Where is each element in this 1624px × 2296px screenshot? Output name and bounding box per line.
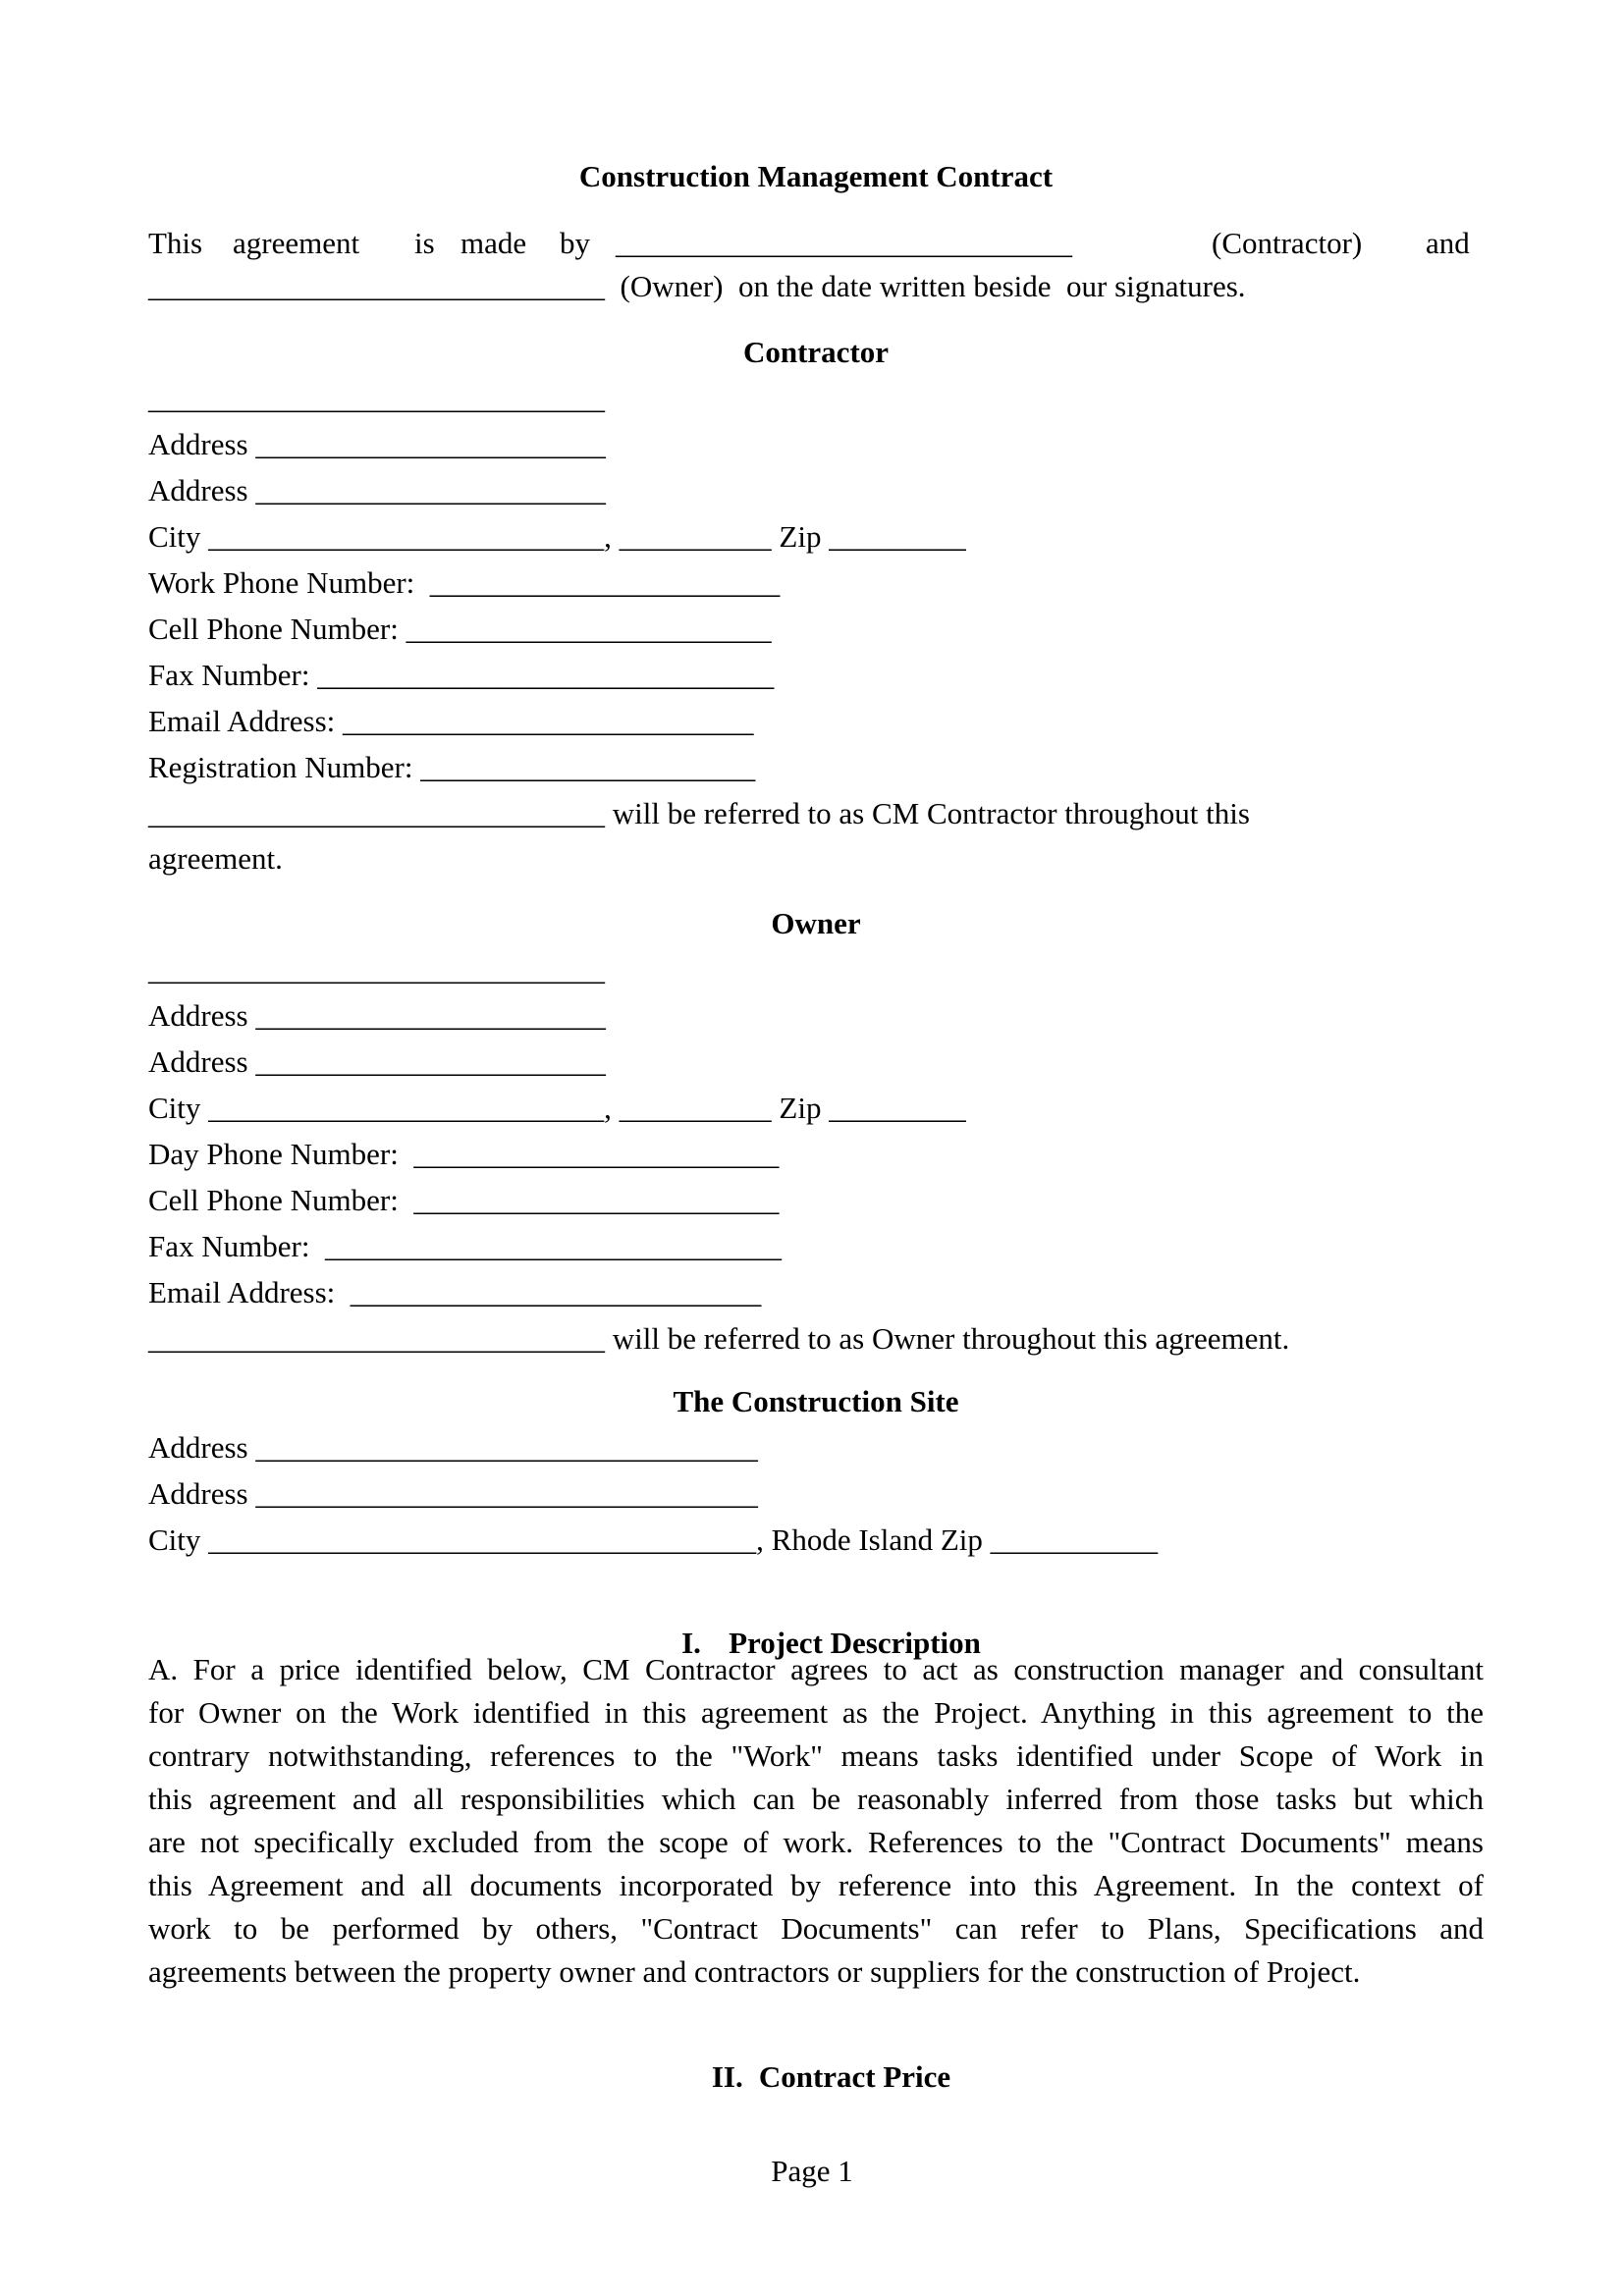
contractor-name-blank: ______________________________	[616, 226, 1072, 260]
owner-address-2: Address _______________________	[148, 1044, 606, 1079]
section-2-title: Contract Price	[758, 2059, 951, 2094]
section-1-number: I.	[681, 1626, 701, 1660]
contractor-cell-phone: Cell Phone Number: ________________________	[148, 612, 772, 646]
paragraph-line-5: are not specifically excluded from the scope of work. References to the "Contract Documents" means	[148, 1825, 1484, 1859]
owner-name-line: ______________________________	[148, 952, 605, 987]
intro-word-is: is	[414, 226, 435, 260]
contractor-email: Email Address: ___________________________	[148, 704, 754, 738]
contractor-referral-line: ______________________________ will be referred to as CM Contractor throughout this	[148, 796, 1250, 830]
contractor-referral-line-2: agreement.	[148, 841, 283, 876]
section-2-heading	[148, 2018, 1484, 2136]
intro-word-by: by	[560, 226, 590, 260]
intro-line-2: ______________________________ (Owner) on the date written beside our signatures.	[148, 269, 1246, 303]
intro-word-contractor: (Contractor)	[1212, 226, 1363, 260]
site-city-zip: City ____________________________________, Rhode Island Zip ___________	[148, 1522, 1159, 1557]
contractor-address-2: Address _______________________	[148, 473, 606, 507]
intro-word-this: This	[148, 226, 203, 260]
site-address-1: Address _________________________________	[148, 1430, 758, 1465]
owner-referral-line: ______________________________ will be referred to as Owner throughout this agreement.	[148, 1321, 1290, 1356]
page-number: Page 1	[771, 2154, 853, 2188]
paragraph-line-8: agreements between the property owner and contractors or suppliers for the construction of Project.	[148, 1954, 1361, 1989]
contractor-registration: Registration Number: ______________________	[148, 750, 756, 784]
site-address-2: Address _________________________________	[148, 1476, 758, 1511]
owner-address-1: Address _______________________	[148, 998, 606, 1033]
paragraph-line-4: this agreement and all responsibilities which can be reasonably inferred from those tasks but which	[148, 1782, 1484, 1816]
contractor-fax: Fax Number: ______________________________	[148, 658, 775, 692]
paragraph-line-2: for Owner on the Work identified in this agreement as the Project. Anything in this agreement to the	[148, 1695, 1484, 1730]
contractor-city-zip: City __________________________, __________ Zip _________	[148, 519, 966, 554]
contractor-address-1: Address _______________________	[148, 427, 606, 461]
paragraph-line-3: contrary notwithstanding, references to the "Work" means tasks identified under Scope of Work in	[148, 1738, 1484, 1773]
paragraph-line-7: work to be performed by others, "Contract Documents" can refer to Plans, Specifications and	[148, 1911, 1484, 1946]
paragraph-line-1: A. For a price identified below, CM Contractor agrees to act as construction manager and consultant	[148, 1652, 1484, 1686]
section-2-number: II.	[711, 2059, 743, 2094]
owner-city-zip: City __________________________, __________ Zip _________	[148, 1091, 966, 1125]
contractor-work-phone: Work Phone Number: _______________________	[148, 565, 781, 600]
owner-day-phone: Day Phone Number: ________________________	[148, 1137, 780, 1171]
contractor-name-line: ______________________________	[148, 381, 605, 415]
document-title: Construction Management Contract	[578, 159, 1054, 193]
contractor-heading: Contractor	[742, 335, 890, 369]
owner-fax: Fax Number: ______________________________	[148, 1229, 782, 1263]
owner-cell-phone: Cell Phone Number: ________________________	[148, 1183, 780, 1217]
intro-word-made: made	[460, 226, 527, 260]
owner-email: Email Address: ___________________________	[148, 1275, 762, 1309]
owner-heading: Owner	[771, 906, 861, 940]
intro-word-and: and	[1426, 226, 1470, 260]
intro-word-agreement: agreement	[233, 226, 360, 260]
section-1-title: Project Description	[729, 1626, 981, 1660]
paragraph-line-6: this Agreement and all documents incorporated by reference into this Agreement. In the context of	[148, 1868, 1484, 1902]
site-heading: The Construction Site	[673, 1384, 959, 1418]
